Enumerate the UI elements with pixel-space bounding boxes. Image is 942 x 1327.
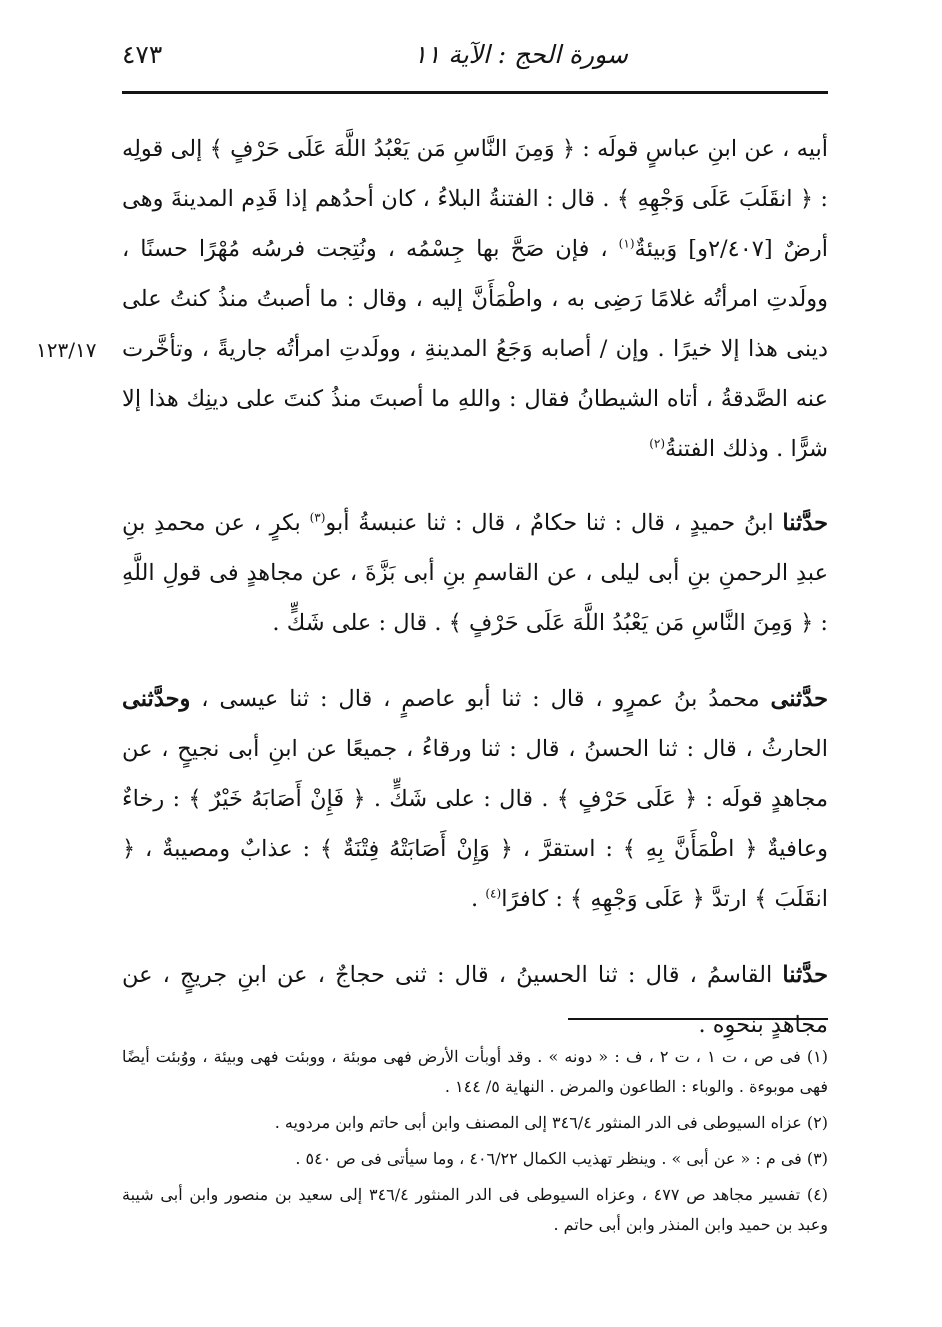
footnote-marker-3: (٣) [309,510,326,525]
paragraph-text: محمدُ بنُ عمرٍو ، قال : ثنا أبو عاصمٍ ، قال : ثنا عيسى ، [190,686,771,712]
header-rule [122,91,828,94]
paragraph-4 [122,950,828,1050]
footnote-marker-4: (٤) [485,886,502,901]
paragraph-3 [122,674,828,924]
footnote-4: (٤) تفسير مجاهد ص ٤٧٧ ، وعزاه السيوطى فى الدر المنثور ٣٤٦/٤ إلى سعيد بن منصور وابن أبى شيبة وعبد بن حميد وابن المنذر وابن أبى حاتم . [122,1185,829,1234]
isnad-lead: حدَّثنا [782,962,828,988]
paragraph-text: ابنُ حميدٍ ، قال : ثنا حكامٌ ، قال : ثنا عنبسةُ أبو [325,510,783,536]
margin-reference: ١٢٣/١٧ [36,338,97,362]
footnote-rule [568,1018,828,1020]
paragraph-text: ، فإن صَحَّ بها جِسْمُه ، ونُتِجت فرسُه مُهْرًا حسنًا ، وولَدتِ امرأتُه غلامًا رَضِى به ، واطْمَأَنَّ إليه ، وقال : ما أصبتُ منذُ كنتُ على دينى هذا إلا خيرًا . وإن / أصابه وَجَعُ المدينةِ ، وولَدتِ امرأتُه جاريةً ، وتأخَّرت عنه الصَّدقةُ ، أتاه الشيطانُ فقال : واللهِ ما أصبتَ منذُ كنتَ على دينِك هذا إلا شرًّا . وذلك الفتنةُ [122,236,828,462]
main-text [122,124,828,1076]
paragraph-text: القاسمُ ، قال : ثنا الحسينُ ، قال : ثنى حجاجٌ ، عن ابنِ جريجٍ ، عن مجاهدٍ بنحوِه . [122,962,828,1038]
page-number: ٤٧٣ [122,40,163,69]
footnote-marker-2: (٢) [649,436,666,451]
isnad-lead-2: وحدَّثنى [122,686,191,712]
footnote-3: (٣) فى م : « عن أبى » . وينظر تهذيب الكمال ٤٠٦/٢٢ ، وما سيأتى فى ص ٥٤٠ . [295,1149,828,1168]
surah-title: سورة الحج : الآية ١١ [413,40,628,69]
isnad-lead: حدَّثنى [770,686,828,712]
isnad-lead: حدَّثنا [782,510,829,536]
paragraph-text: الحارثُ ، قال : ثنا الحسنُ ، قال : ثنا ورقاءُ ، جميعًا عن ابنِ أبى نجيحٍ ، عن مجاهدٍ قولَه : ﴿ عَلَى حَرْفٍ ﴾ . قال : على شَكٍّ . ﴿ فَإِنْ أَصَابَهُ خَيْرٌ ﴾ : رخاءٌ وعافيةٌ ﴿ اطْمَأَنَّ بِهِ ﴾ : استقرَّ ، ﴿ وَإِنْ أَصَابَتْهُ فِتْنَةٌ ﴾ : عذابٌ ومصيبةٌ ، ﴿ انقَلَبَ ﴾ ارتدَّ ﴿ عَلَى وَجْهِهِ ﴾ : كافرًا [122,736,828,912]
paragraph-text: بكرٍ ، عن محمدِ بنِ عبدِ الرحمنِ بنِ أبى ليلى ، عن القاسمِ بنِ أبى بَزَّةَ ، عن مجاهدٍ فى قولِ اللَّهِ : ﴿ وَمِنَ النَّاسِ مَن يَعْبُدُ اللَّهَ عَلَى حَرْفٍ ﴾ . قال : على شَكٍّ . [122,510,828,636]
paragraph-text: أبيه ، عن ابنِ عباسٍ قولَه : ﴿ وَمِنَ النَّاسِ مَن يَعْبُدُ اللَّهَ عَلَى حَرْفٍ ﴾ إلى قولِه : ﴿ انقَلَبَ عَلَى وَجْهِهِ ﴾ . قال : الفتنةُ البلاءُ ، كان أحدُهم إذا قَدِم المدينةَ وهى أرضٌ [٢/٤٠٧و] وَبيئةٌ [122,136,828,262]
footnote-marker-1: (١) [618,236,635,251]
footnotes [122,1042,828,1246]
running-header [122,34,828,82]
paragraph-1 [122,124,828,474]
paragraph-text: . [471,886,486,912]
paragraph-2 [122,498,828,648]
footnote-2: (٢) عزاه السيوطى فى الدر المنثور ٣٤٦/٤ إلى المصنف وابن أبى حاتم وابن مردويه . [274,1113,828,1132]
footnote-1: (١) فى ص ، ت ١ ، ت ٢ ، ف : « دونه » . وقد أوبأت الأرض فهى موبئة ، ووبئت فهى وبيئة ، ووُبئت أيضًا فهى موبوءة . والوباء : الطاعون والمرض . النهاية ٥/ ١٤٤ . [122,1047,828,1096]
